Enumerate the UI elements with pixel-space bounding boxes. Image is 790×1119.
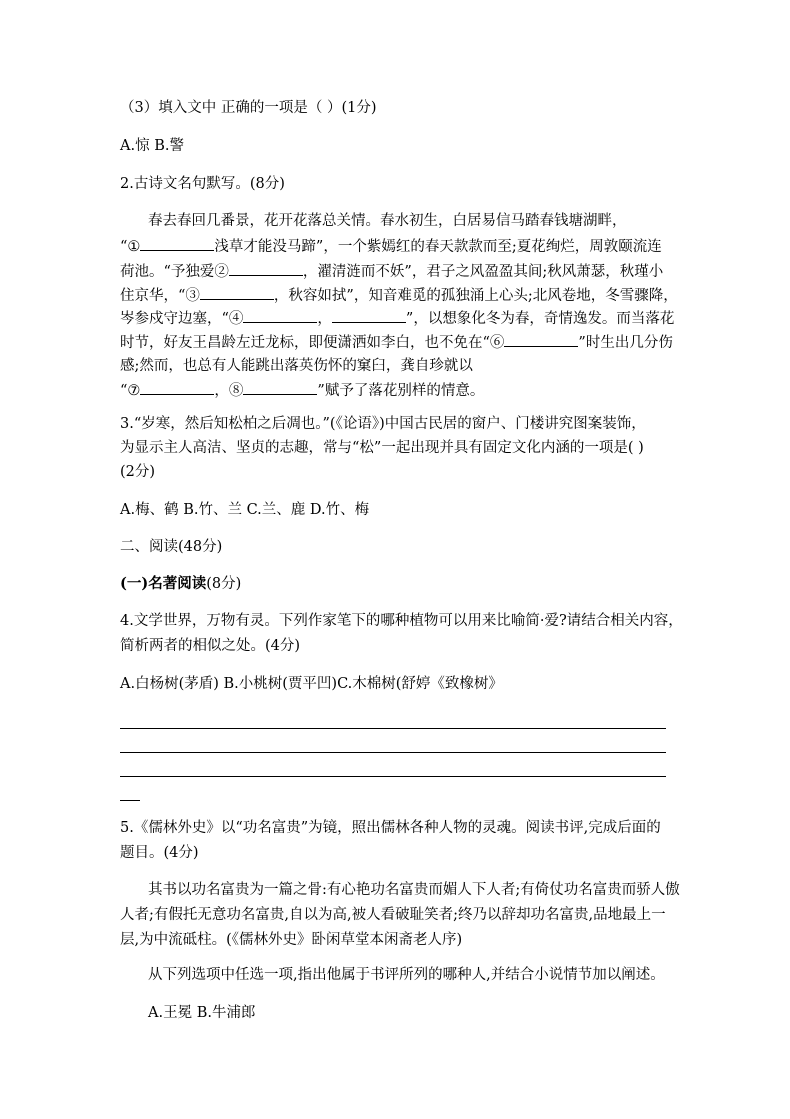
subtitle-text: (一)名著阅读 <box>120 575 207 592</box>
q2-text: ， <box>317 311 332 327</box>
q3-line-3: (2分) <box>120 464 156 480</box>
q2-paragraph-line-1: 春去春回几番景，花开花落总关情。春水初生，白居易信马踏春钱塘湖畔， <box>148 213 627 229</box>
q3-sub-prompt: （3）填入文中 正确的一项是（ ）(1分) <box>120 100 377 116</box>
q2-text: 浅草才能没马蹄”，一个紫嫣红的春天款款而至;夏花绚烂，周敦颐流连 <box>214 239 662 255</box>
blank-8[interactable] <box>243 380 317 395</box>
q2-text: ，秋容如拭”，知音难觅的孤独涌上心头;北风卷地，冬雪骤降， <box>273 288 678 304</box>
q4-line-2: 简析两者的相似之处。(4分) <box>120 638 301 654</box>
q2-text: 住京华，“③ <box>120 288 200 304</box>
q2-text: ”，以想象化冬为春，奇情逸发。而当落花 <box>405 311 675 327</box>
q2-text: 时节，好友王昌龄左迁龙标，即便潇洒如李白，也不免在“⑥ <box>120 335 505 351</box>
blank-1[interactable] <box>140 236 214 251</box>
q2-text: “⑦ <box>120 383 141 399</box>
q3-line-2: 为显示主人高洁、坚贞的志趣，常与“松”一起出现并具有固定文化内涵的一项是( ) <box>120 440 644 456</box>
q2-text: ，濯清涟而不妖”，君子之风盈盈其间;秋风萧瑟，秋瑾小 <box>302 264 664 280</box>
q2-paragraph-line-3 <box>120 261 663 282</box>
q2-paragraph-line-2 <box>120 236 662 257</box>
q2-text: ”赋予了落花别样的情意。 <box>317 383 485 399</box>
blank-3[interactable] <box>200 285 274 300</box>
section-2-title: 二、阅读(48分) <box>120 539 223 555</box>
q2-text: ，⑧ <box>214 383 244 399</box>
q3-line-1: 3.“岁寒，然后知松柏之后凋也。”(《论语》)中国古民居的窗户、门楼讲究图案装饰， <box>120 416 646 432</box>
q2-title: 2.古诗文名句默写。(8分) <box>120 176 285 192</box>
q3-sub-options: A.惊 B.警 <box>120 138 184 154</box>
blank-7[interactable] <box>140 380 214 395</box>
q2-text: 岑参戍守边塞，“④ <box>120 311 244 327</box>
q2-text: “① <box>120 239 141 255</box>
blank-6[interactable] <box>504 332 578 347</box>
blank-5[interactable] <box>332 308 406 323</box>
q4-line-1: 4.文学世界，万物有灵。下列作家笔下的哪种植物可以用来比喻简·爱?请结合相关内容， <box>120 613 683 629</box>
q5-options: A.王冕 B.牛浦郎 <box>148 1005 256 1021</box>
q5-quote-line-1: 其书以功名富贵为一篇之骨:有心艳功名富贵而媚人下人者;有倚仗功名富贵而骄人傲 <box>148 882 680 898</box>
q5-quote-line-2: 人者;有假托无意功名富贵,自以为高,被人看破耻笑者;终乃以辞却功名富贵,品地最上一 <box>120 907 666 923</box>
q5-quote-line-3: 层,为中流砥柱。(《儒林外史》卧闲草堂本闲斋老人序) <box>120 932 463 948</box>
subtitle-score: (8分) <box>206 576 242 592</box>
section-2-subtitle <box>120 574 241 594</box>
q5-line-2: 题目。(4分) <box>120 845 199 861</box>
q2-text: ”时生出几分伤 <box>578 335 673 351</box>
q2-paragraph-line-4 <box>120 285 678 306</box>
q2-text: 荷池。“予独爱② <box>120 264 229 280</box>
q2-paragraph-line-6 <box>120 332 673 353</box>
q2-paragraph-line-8 <box>120 380 484 401</box>
answer-line-2[interactable] <box>120 752 666 753</box>
q4-options: A.白杨树(茅盾) B.小桃树(贾平凹)C.木棉树(舒婷《致橡树》 <box>120 676 503 692</box>
q5-line-1: 5.《儒林外史》以“功名富贵”为镜，照出儒林各种人物的灵魂。阅读书评,完成后面的 <box>120 820 661 836</box>
q2-paragraph-line-5 <box>120 308 674 329</box>
blank-4[interactable] <box>243 308 317 323</box>
answer-line-3[interactable] <box>120 776 666 777</box>
answer-line-1[interactable] <box>120 728 666 729</box>
blank-2[interactable] <box>229 261 303 276</box>
q3-options: A.梅、鹤 B.竹、兰 C.兰、鹿 D.竹、梅 <box>120 502 370 518</box>
answer-line-4[interactable] <box>120 800 140 801</box>
q5-instruction: 从下列选项中任选一项,指出他属于书评所列的哪种人,并结合小说情节加以阐述。 <box>148 967 665 983</box>
q2-paragraph-line-7: 感;然而，也总有人能跳出落英伤怀的窠臼，龚自珍就以 <box>120 358 473 374</box>
